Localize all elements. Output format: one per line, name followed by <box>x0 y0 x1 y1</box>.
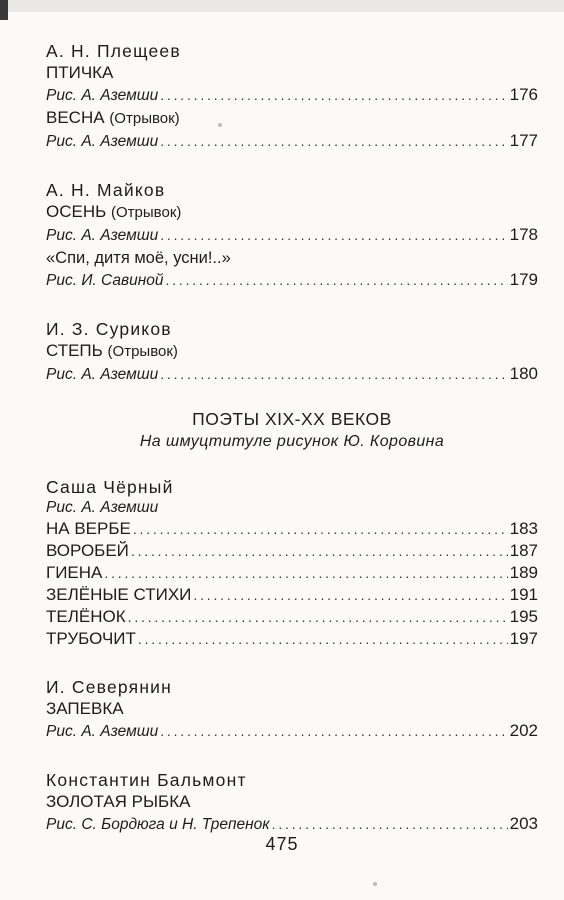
poem-title: ЗАПЕВКА <box>46 699 124 718</box>
dot-leader <box>128 606 508 628</box>
dot-leader <box>104 562 507 584</box>
toc-entry <box>46 84 538 107</box>
author-name: Константин Бальмонт <box>46 770 247 790</box>
page-ref: 203 <box>509 814 538 833</box>
page-top-edge <box>0 0 564 12</box>
author-name: А. Н. Плещеев <box>46 41 181 61</box>
toc-entry <box>46 720 538 743</box>
page-ref: 180 <box>509 364 538 383</box>
dot-leader <box>138 628 508 650</box>
illustrator-credit: Рис. И. Савиной <box>46 272 164 289</box>
illustrator-credit: Рис. А. Аземши <box>46 87 159 104</box>
poem-title: ВЕСНА (Отрывок) <box>46 108 180 127</box>
toc-entry <box>46 130 538 153</box>
poem-title: ГИЕНА <box>46 563 103 582</box>
section-title: ПОЭТЫ XIX-XX ВЕКОВ <box>192 409 392 429</box>
dot-leader <box>160 720 507 742</box>
poem-title: «Спи, дитя моё, усни!..» <box>46 249 231 267</box>
dot-leader <box>160 84 507 106</box>
poem-title: ЗЕЛЁНЫЕ СТИХИ <box>46 585 192 604</box>
toc-entry <box>46 584 538 606</box>
table-of-contents <box>46 40 538 836</box>
toc-entry <box>46 363 538 386</box>
poem-title: СТЕПЬ (Отрывок) <box>46 341 178 360</box>
dot-leader <box>160 130 507 152</box>
page-ref: 178 <box>509 225 538 244</box>
page-ref: 191 <box>509 585 538 604</box>
page-ref: 202 <box>509 721 538 740</box>
poem-note: (Отрывок) <box>107 343 178 360</box>
page-ref: 197 <box>509 629 538 648</box>
page-ref: 189 <box>509 563 538 582</box>
toc-entry <box>46 518 538 540</box>
section-heading <box>46 408 538 454</box>
author-name: И. Северянин <box>46 677 173 697</box>
poem-title: ОСЕНЬ (Отрывок) <box>46 202 182 221</box>
author-name: И. З. Суриков <box>46 319 172 339</box>
illustrator-credit: Рис. А. Аземши <box>46 133 159 150</box>
toc-entry <box>46 224 538 247</box>
dot-leader <box>131 540 508 562</box>
dot-leader <box>193 584 507 606</box>
illustrator-credit: Рис. А. Аземши <box>46 723 159 740</box>
paper-speck <box>373 882 377 886</box>
section-subtitle: На шмуцтитуле рисунок Ю. Коровина <box>139 433 445 450</box>
toc-entry <box>46 628 538 650</box>
toc-entry <box>46 540 538 562</box>
page-ref: 177 <box>509 131 538 150</box>
illustrator-credit: Рис. А. Аземши <box>46 366 159 383</box>
page-left-edge-mark <box>0 0 8 20</box>
poem-note: (Отрывок) <box>109 110 180 127</box>
page-ref: 183 <box>509 519 538 538</box>
poem-title: ЗОЛОТАЯ РЫБКА <box>46 792 191 811</box>
poem-title: НА ВЕРБЕ <box>46 519 131 538</box>
toc-entry <box>46 813 538 836</box>
author-name: А. Н. Майков <box>46 180 166 200</box>
page-ref: 195 <box>509 607 538 626</box>
dot-leader <box>133 518 508 540</box>
toc-entry <box>46 562 538 584</box>
toc-entry <box>46 269 538 292</box>
dot-leader <box>160 224 507 246</box>
poem-title: ПТИЧКА <box>46 63 114 82</box>
poem-title: ТЕЛЁНОК <box>46 607 126 626</box>
author-name: Саша Чёрный <box>46 477 174 497</box>
page-ref: 179 <box>509 270 538 289</box>
page-ref: 187 <box>509 541 538 560</box>
poem-title: ВОРОБЕЙ <box>46 541 129 560</box>
dot-leader <box>166 269 508 291</box>
illustrator-credit: Рис. А. Аземши <box>46 499 159 516</box>
dot-leader <box>160 363 507 385</box>
page-number: 475 <box>265 834 299 854</box>
dot-leader <box>272 813 508 835</box>
illustrator-credit: Рис. С. Бордюга и Н. Трепенок <box>46 816 270 833</box>
page-ref: 176 <box>509 85 538 104</box>
toc-entry <box>46 606 538 628</box>
illustrator-credit: Рис. А. Аземши <box>46 227 159 244</box>
poem-title: ТРУБОЧИТ <box>46 629 136 648</box>
poem-note: (Отрывок) <box>111 204 182 221</box>
